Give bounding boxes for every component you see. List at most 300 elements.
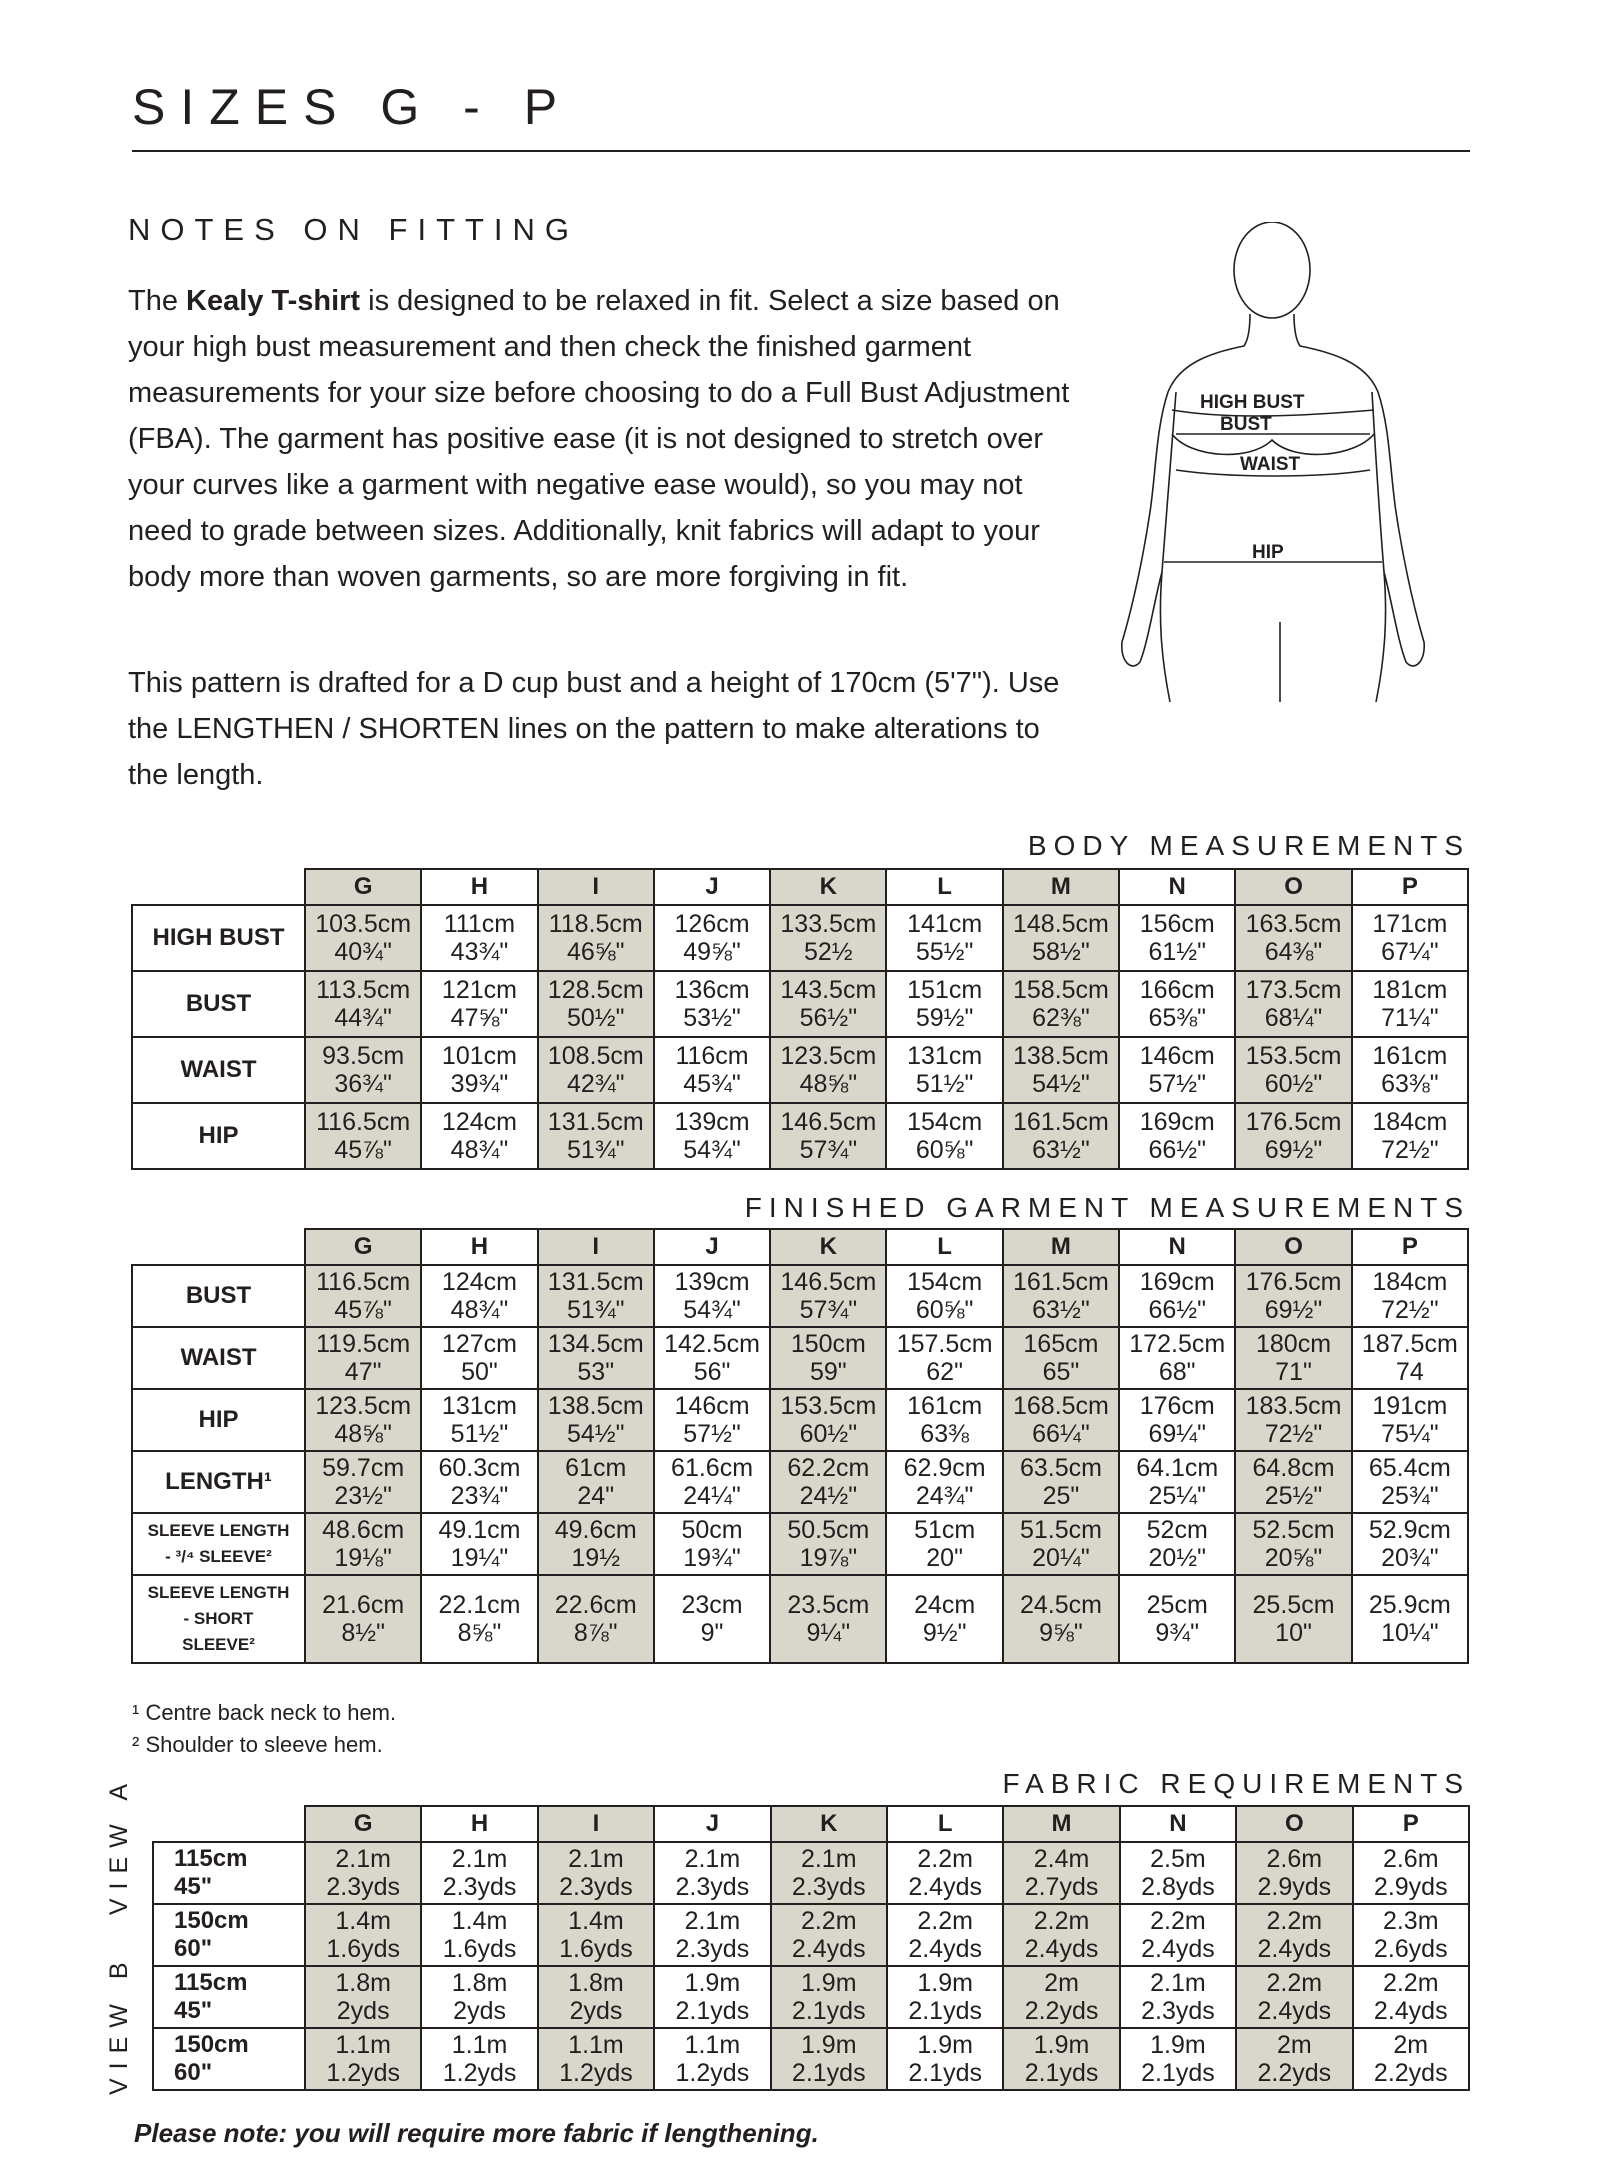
metric-value: 146.5cm <box>780 1268 877 1296</box>
metric-value: 158.5cm <box>1012 976 1109 1004</box>
row-label-line: SLEEVE² <box>182 1635 255 1654</box>
measurement-cell <box>1353 2028 1469 2090</box>
imperial-value: 51½" <box>450 1420 509 1448</box>
metric-value: 1.9m <box>800 2031 857 2059</box>
measurement-cell <box>1003 905 1119 971</box>
imperial-value: 23½" <box>334 1482 392 1510</box>
imperial-value: 1.6yds <box>326 1935 401 1963</box>
imperial-value: 51¾" <box>566 1296 625 1324</box>
metric-value: 161cm <box>907 1392 983 1420</box>
metric-value: 154cm <box>907 1108 983 1136</box>
figure-label-bust: BUST <box>1220 414 1272 435</box>
metric-value: 51cm <box>914 1516 976 1544</box>
measurement-cell <box>1352 971 1468 1037</box>
measurement-cell <box>421 1842 537 1904</box>
imperial-value: 69½" <box>1264 1136 1323 1164</box>
metric-value: 59.7cm <box>322 1454 405 1482</box>
imperial-value: 2yds <box>453 1997 506 2025</box>
metric-value: 187.5cm <box>1361 1330 1458 1358</box>
imperial-value: 45⅞" <box>334 1136 392 1164</box>
metric-value: 176cm <box>1139 1392 1215 1420</box>
body-measurements-table <box>131 868 1469 1170</box>
measurement-cell <box>770 971 886 1037</box>
measurement-cell <box>1236 1904 1352 1966</box>
measurement-cell <box>654 1513 770 1575</box>
metric-value: 48.6cm <box>322 1516 405 1544</box>
imperial-value: 2.1yds <box>908 1997 982 2025</box>
metric-value: 2.2m <box>917 1907 973 1935</box>
size-header-p: P <box>1352 1229 1468 1265</box>
metric-value: 49.6cm <box>554 1516 637 1544</box>
imperial-value: 2.3yds <box>326 1873 401 1901</box>
imperial-value: 19¾" <box>683 1544 741 1572</box>
imperial-value: 72½" <box>1381 1136 1439 1164</box>
figure-left-outline <box>1122 314 1250 666</box>
metric-value: 154cm <box>907 1268 983 1296</box>
imperial-value: 9⅝" <box>1039 1619 1083 1647</box>
table-row <box>153 2028 1469 2090</box>
measurement-cell <box>771 1966 887 2028</box>
measurement-cell <box>538 1451 654 1513</box>
metric-value: 2.1m <box>451 1845 508 1873</box>
measurement-cell <box>654 2028 770 2090</box>
measurement-cell <box>421 1966 537 2028</box>
imperial-value: 63½" <box>1032 1296 1090 1324</box>
imperial-value: 20" <box>926 1544 963 1572</box>
imperial-value: 62" <box>926 1358 963 1386</box>
measurement-cell <box>1119 1451 1235 1513</box>
row-label: HIP <box>132 1103 305 1169</box>
size-header-g: G <box>305 1806 421 1842</box>
measurement-cell <box>1352 1103 1468 1169</box>
metric-value: 165cm <box>1023 1330 1099 1358</box>
metric-value: 1.9m <box>1150 2031 1206 2059</box>
imperial-value: 53½" <box>683 1004 741 1032</box>
imperial-value: 54¾" <box>683 1136 741 1164</box>
fabric-width-label: 115cm <box>174 1845 248 1872</box>
measurement-cell <box>770 1451 886 1513</box>
measurement-cell <box>770 1575 886 1663</box>
imperial-value: 60⅝" <box>915 1136 974 1164</box>
imperial-value: 47⅝" <box>450 1004 509 1032</box>
table-row <box>153 1842 1469 1904</box>
measurement-cell <box>1235 1513 1351 1575</box>
footnote-sleeve: ² Shoulder to sleeve hem. <box>132 1732 383 1757</box>
measurement-cell <box>421 1037 537 1103</box>
imperial-value: 36¾" <box>334 1070 392 1098</box>
imperial-value: 20¼" <box>1032 1544 1090 1572</box>
imperial-value: 56" <box>693 1358 731 1386</box>
size-header-i: I <box>538 1229 654 1265</box>
measurement-cell <box>1235 1037 1351 1103</box>
table-row <box>132 1513 1468 1575</box>
measurement-cell <box>538 971 654 1037</box>
imperial-value: 24¾" <box>915 1482 974 1510</box>
imperial-value: 2.4yds <box>908 1873 982 1901</box>
imperial-value: 2.3yds <box>442 1873 517 1901</box>
measurement-cell <box>1353 1966 1469 2028</box>
title-divider <box>132 150 1470 152</box>
metric-value: 2.1m <box>800 1845 857 1873</box>
metric-value: 65.4cm <box>1368 1454 1451 1482</box>
measurement-cell <box>421 1389 537 1451</box>
measurement-cell <box>538 1037 654 1103</box>
imperial-value: 8⅝" <box>457 1619 502 1647</box>
row-label <box>132 1513 305 1575</box>
metric-value: 2.1m <box>335 1845 391 1873</box>
measurement-cell <box>886 1575 1002 1663</box>
imperial-value: 71¼" <box>1381 1004 1439 1032</box>
metric-value: 50.5cm <box>787 1516 870 1544</box>
measurement-cell <box>1353 1842 1469 1904</box>
imperial-value: 2.4yds <box>908 1935 982 1963</box>
size-header-j: J <box>654 869 770 905</box>
metric-value: 168.5cm <box>1012 1392 1109 1420</box>
imperial-value: 54½" <box>566 1420 625 1448</box>
metric-value: 119.5cm <box>316 1330 411 1358</box>
size-header-k: K <box>771 1806 887 1842</box>
metric-value: 101cm <box>441 1042 517 1070</box>
measurement-cell <box>1003 1575 1119 1663</box>
metric-value: 23cm <box>681 1591 743 1619</box>
imperial-value: 2.7yds <box>1024 1873 1099 1901</box>
imperial-value: 2.3yds <box>791 1873 866 1901</box>
imperial-value: 23¾" <box>450 1482 509 1510</box>
metric-value: 148.5cm <box>1012 910 1109 938</box>
row-label <box>132 1575 305 1663</box>
measurement-cell <box>770 905 886 971</box>
measurement-cell <box>305 1265 421 1327</box>
measurement-cell <box>1120 1904 1236 1966</box>
imperial-value: 60⅝" <box>915 1296 974 1324</box>
imperial-value: 2.2yds <box>1024 1997 1099 2025</box>
measurement-cell <box>421 971 537 1037</box>
measurement-cell <box>1003 971 1119 1037</box>
measurement-cell <box>421 1327 537 1389</box>
row-label <box>153 1842 305 1904</box>
measurement-cell <box>1235 971 1351 1037</box>
size-header-j: J <box>654 1229 770 1265</box>
metric-value: 52cm <box>1146 1516 1208 1544</box>
metric-value: 128.5cm <box>547 976 644 1004</box>
measurement-cell <box>1236 1966 1352 2028</box>
imperial-value: 9½" <box>922 1619 967 1647</box>
imperial-value: 60½" <box>799 1420 858 1448</box>
size-header-g: G <box>305 869 421 905</box>
imperial-value: 46⅝" <box>566 938 625 966</box>
metric-value: 124cm <box>441 1268 517 1296</box>
imperial-value: 45¾" <box>683 1070 741 1098</box>
measurement-cell <box>1119 1265 1235 1327</box>
measurement-cell <box>886 971 1002 1037</box>
table-row <box>132 1451 1468 1513</box>
metric-value: 25.5cm <box>1252 1591 1335 1619</box>
measurement-cell <box>305 1842 421 1904</box>
measurement-cell <box>771 1904 887 1966</box>
measurement-cell <box>1352 1513 1468 1575</box>
measurement-cell <box>1119 1103 1235 1169</box>
metric-value: 51.5cm <box>1019 1516 1102 1544</box>
metric-value: 2.2m <box>800 1907 857 1935</box>
product-name: Kealy T-shirt <box>186 285 361 317</box>
view-b-label: VIEW B <box>105 1953 133 2095</box>
imperial-value: 2.1yds <box>1141 2059 1215 2087</box>
measurement-cell <box>538 1103 654 1169</box>
size-header-p: P <box>1352 869 1468 905</box>
size-header-n: N <box>1119 869 1235 905</box>
fabric-width-label: 60" <box>174 2059 213 2086</box>
fabric-width-label: 45" <box>174 1873 213 1900</box>
measurement-cell <box>654 1103 770 1169</box>
header-corner <box>132 869 305 905</box>
measurement-cell <box>305 1966 421 2028</box>
table-row <box>132 1575 1468 1663</box>
measurement-cell <box>1003 1265 1119 1327</box>
metric-value: 62.2cm <box>787 1454 870 1482</box>
table-row <box>132 1037 1468 1103</box>
measurement-cell <box>1235 1103 1351 1169</box>
metric-value: 166cm <box>1139 976 1215 1004</box>
measurement-cell <box>1119 1037 1235 1103</box>
imperial-value: 1.6yds <box>559 1935 633 1963</box>
metric-value: 111cm <box>443 910 516 938</box>
imperial-value: 50½" <box>566 1004 625 1032</box>
metric-value: 124cm <box>441 1108 517 1136</box>
measurement-cell <box>654 1904 770 1966</box>
size-header-l: L <box>887 1806 1003 1842</box>
metric-value: 62.9cm <box>903 1454 986 1482</box>
measurement-cell <box>1352 1265 1468 1327</box>
metric-value: 61.6cm <box>671 1454 754 1482</box>
imperial-value: 8½" <box>341 1619 385 1647</box>
measurement-cell <box>771 2028 887 2090</box>
metric-value: 21.6cm <box>322 1591 405 1619</box>
metric-value: 172.5cm <box>1129 1330 1226 1358</box>
measurement-cell <box>887 1842 1003 1904</box>
metric-value: 2.6m <box>1382 1845 1439 1873</box>
metric-value: 121cm <box>441 976 517 1004</box>
figure-head <box>1234 222 1310 318</box>
metric-value: 1.9m <box>684 1969 741 1997</box>
metric-value: 139cm <box>674 1268 750 1296</box>
fabric-width-label: 45" <box>174 1997 213 2024</box>
intro-text: The <box>128 285 187 317</box>
section-title: NOTES ON FITTING <box>128 212 580 247</box>
imperial-value: 72½" <box>1264 1420 1323 1448</box>
row-label: WAIST <box>132 1037 305 1103</box>
measurement-cell <box>305 1513 421 1575</box>
metric-value: 2.1m <box>1150 1969 1206 1997</box>
metric-value: 184cm <box>1372 1268 1448 1296</box>
metric-value: 184cm <box>1372 1108 1448 1136</box>
metric-value: 176.5cm <box>1245 1108 1342 1136</box>
metric-value: 1.1m <box>335 2031 391 2059</box>
metric-value: 131cm <box>441 1392 517 1420</box>
measurement-cell <box>305 1575 421 1663</box>
intro-paragraph <box>128 278 1088 600</box>
imperial-value: 51½" <box>915 1070 974 1098</box>
metric-value: 157.5cm <box>896 1330 993 1358</box>
metric-value: 1.9m <box>917 1969 973 1997</box>
imperial-value: 57¾" <box>799 1296 858 1324</box>
table-row <box>132 1389 1468 1451</box>
imperial-value: 48⅝" <box>799 1070 858 1098</box>
metric-value: 153.5cm <box>780 1392 877 1420</box>
measurement-cell <box>770 1265 886 1327</box>
measurement-cell <box>654 1265 770 1327</box>
imperial-value: 1.6yds <box>442 1935 517 1963</box>
imperial-value: 65" <box>1042 1358 1080 1386</box>
metric-value: 161cm <box>1372 1042 1448 1070</box>
metric-value: 2.2m <box>1382 1969 1439 1997</box>
imperial-value: 45⅞" <box>334 1296 392 1324</box>
metric-value: 136cm <box>674 976 750 1004</box>
imperial-value: 59" <box>809 1358 847 1386</box>
measurement-cell <box>1003 1966 1119 2028</box>
measurement-cell <box>887 2028 1003 2090</box>
imperial-value: 69½" <box>1264 1296 1323 1324</box>
imperial-value: 48⅝" <box>334 1420 392 1448</box>
metric-value: 161.5cm <box>1012 1108 1109 1136</box>
imperial-value: 2.4yds <box>1024 1935 1099 1963</box>
measurement-cell <box>1120 1966 1236 2028</box>
imperial-value: 2.2yds <box>1373 2059 1448 2087</box>
metric-value: 49.1cm <box>438 1516 521 1544</box>
imperial-value: 10¼" <box>1381 1619 1439 1647</box>
metric-value: 127cm <box>441 1330 517 1358</box>
metric-value: 22.1cm <box>438 1591 521 1619</box>
measurement-cell <box>538 1513 654 1575</box>
metric-value: 131.5cm <box>547 1268 644 1296</box>
measurement-cell <box>654 1389 770 1451</box>
imperial-value: 49⅝" <box>683 938 741 966</box>
imperial-value: 55½" <box>915 938 974 966</box>
metric-value: 2.1m <box>684 1907 741 1935</box>
fabric-width-label: 150cm <box>174 2031 249 2058</box>
imperial-value: 2.9yds <box>1373 1873 1448 1901</box>
imperial-value: 2.4yds <box>1141 1935 1215 1963</box>
imperial-value: 40¾" <box>334 938 392 966</box>
metric-value: 1.1m <box>568 2031 624 2059</box>
figure-label-waist: WAIST <box>1240 454 1301 475</box>
metric-value: 143.5cm <box>780 976 877 1004</box>
row-label-line: SLEEVE LENGTH <box>147 1521 290 1540</box>
measurement-cell <box>886 905 1002 971</box>
imperial-value: 2.4yds <box>1257 1935 1332 1963</box>
imperial-value: 60½" <box>1264 1070 1323 1098</box>
measurement-cell <box>886 1389 1002 1451</box>
metric-value: 141cm <box>907 910 983 938</box>
imperial-value: 1.2yds <box>442 2059 517 2087</box>
measurement-cell <box>887 1904 1003 1966</box>
metric-value: 169cm <box>1139 1268 1215 1296</box>
imperial-value: 39¾" <box>450 1070 509 1098</box>
measurement-cell <box>887 1966 1003 2028</box>
metric-value: 138.5cm <box>1012 1042 1109 1070</box>
metric-value: 151cm <box>907 976 983 1004</box>
imperial-value: 75¼" <box>1381 1420 1439 1448</box>
measurement-cell <box>421 1265 537 1327</box>
measurement-cell <box>1003 1327 1119 1389</box>
imperial-value: 2.1yds <box>908 2059 982 2087</box>
metric-value: 131.5cm <box>547 1108 644 1136</box>
row-label-line: - ³/⁴ SLEEVE² <box>165 1547 272 1566</box>
measurement-cell <box>886 1103 1002 1169</box>
imperial-value: 65⅜" <box>1148 1004 1206 1032</box>
metric-value: 153.5cm <box>1245 1042 1342 1070</box>
imperial-value: 1.2yds <box>326 2059 401 2087</box>
metric-value: 146cm <box>1139 1042 1215 1070</box>
view-labels <box>105 1775 134 2095</box>
measurement-cell <box>886 1265 1002 1327</box>
metric-value: 2m <box>1276 2031 1312 2059</box>
metric-value: 60.3cm <box>438 1454 521 1482</box>
header-corner <box>132 1229 305 1265</box>
measurement-cell <box>1119 1513 1235 1575</box>
metric-value: 150cm <box>790 1330 866 1358</box>
metric-value: 123.5cm <box>780 1042 877 1070</box>
measurement-cell <box>1003 1389 1119 1451</box>
metric-value: 113.5cm <box>316 976 411 1004</box>
metric-value: 24.5cm <box>1019 1591 1102 1619</box>
metric-value: 64.1cm <box>1136 1454 1219 1482</box>
imperial-value: 66¼" <box>1032 1420 1090 1448</box>
measurement-cell <box>538 1327 654 1389</box>
imperial-value: 8⅞" <box>573 1619 618 1647</box>
metric-value: 133.5cm <box>780 910 877 938</box>
row-label: BUST <box>132 971 305 1037</box>
row-label <box>153 1966 305 2028</box>
header-corner <box>153 1806 305 1842</box>
body-figure <box>1110 222 1430 702</box>
measurement-cell <box>654 1842 770 1904</box>
size-header-p: P <box>1353 1806 1469 1842</box>
row-label: BUST <box>132 1265 305 1327</box>
metric-value: 118.5cm <box>548 910 643 938</box>
imperial-value: 42¾" <box>566 1070 625 1098</box>
measurement-cell <box>771 1842 887 1904</box>
imperial-value: 25½" <box>1264 1482 1323 1510</box>
size-header-l: L <box>886 869 1002 905</box>
imperial-value: 2.1yds <box>791 2059 866 2087</box>
imperial-value: 59½" <box>915 1004 974 1032</box>
imperial-value: 50" <box>461 1358 498 1386</box>
measurement-cell <box>305 1103 421 1169</box>
figure-right-outline <box>1294 314 1424 666</box>
metric-value: 173.5cm <box>1245 976 1342 1004</box>
metric-value: 176.5cm <box>1245 1268 1342 1296</box>
measurement-cell <box>886 1451 1002 1513</box>
intro-paragraph-2: This pattern is drafted for a D cup bust and a height of 170cm (5'7"). Use the LENGTHEN / SHORTEN lines on the pattern to make alterations to the length. <box>128 667 1060 791</box>
metric-value: 146cm <box>674 1392 750 1420</box>
measurement-cell <box>421 1513 537 1575</box>
metric-value: 1.9m <box>917 2031 973 2059</box>
imperial-value: 62⅜" <box>1032 1004 1090 1032</box>
metric-value: 23.5cm <box>787 1591 870 1619</box>
metric-value: 2.2m <box>1150 1907 1206 1935</box>
row-label <box>153 1904 305 1966</box>
figure-right-torso <box>1372 392 1386 702</box>
measurement-cell <box>538 905 654 971</box>
measurement-cell <box>654 971 770 1037</box>
imperial-value: 24½" <box>799 1482 858 1510</box>
metric-value: 142.5cm <box>664 1330 760 1358</box>
imperial-value: 48¾" <box>450 1296 509 1324</box>
table-row <box>132 971 1468 1037</box>
size-header-h: H <box>421 1229 537 1265</box>
measurement-cell <box>1235 1265 1351 1327</box>
measurement-cell <box>770 1037 886 1103</box>
